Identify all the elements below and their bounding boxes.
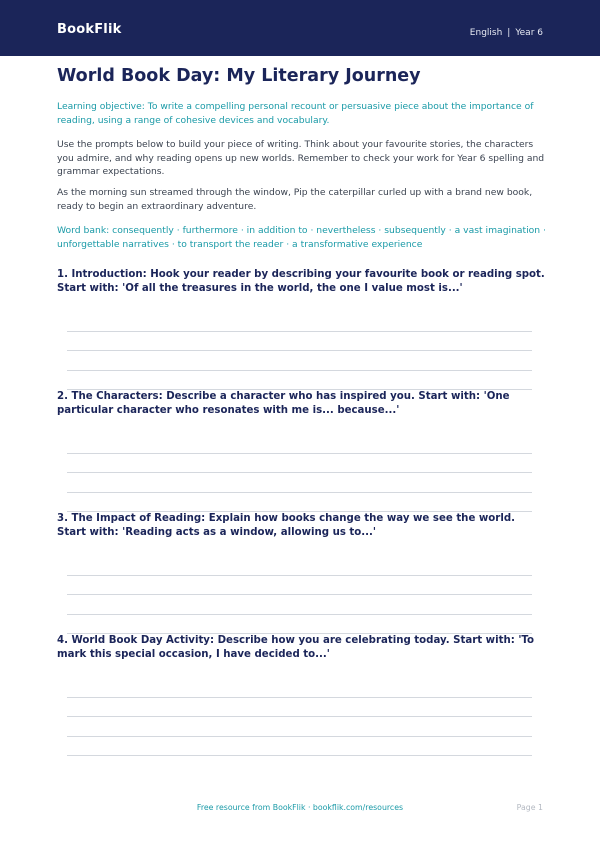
prompt-3: 3. The Impact of Reading: Explain how books change the way we see the world. Start with: 'Reading acts as a window, allowing us to...' — [57, 513, 515, 538]
brand-logo-text: BookFlik — [57, 22, 122, 37]
year-label: Year 6 — [515, 28, 543, 38]
learning-objective: Learning objective: To write a compelling personal recount or persuasive piece about the importance of reading, using a range of cohesive devices and vocabulary. — [57, 101, 534, 126]
meta-separator: | — [507, 28, 511, 38]
writing-line[interactable] — [67, 350, 532, 351]
subject-label: English — [469, 28, 503, 38]
writing-line[interactable] — [67, 331, 532, 332]
subject-year-label — [470, 28, 543, 38]
worksheet-title: World Book Day: My Literary Journey — [57, 66, 421, 86]
prompt-2: 2. The Characters: Describe a character who has inspired you. Start with: 'One particular character who resonates with me is... because...' — [57, 391, 510, 416]
writing-line[interactable] — [67, 472, 532, 473]
writing-line[interactable] — [67, 492, 532, 493]
story-starter: As the morning sun streamed through the window, Pip the caterpillar curled up with a brand new book, ready to begin an extraordinary adventure. — [57, 187, 533, 212]
writing-line[interactable] — [67, 370, 532, 371]
prompt-1: 1. Introduction: Hook your reader by describing your favourite book or reading spot. Start with: 'Of all the treasures in the world, the one I value most is...' — [57, 269, 545, 294]
word-bank: Word bank: consequently · furthermore · in addition to · nevertheless · subsequently · a vast imagination · unforgettable narratives · to transport the reader · a transformative experience — [57, 225, 546, 250]
writing-line[interactable] — [67, 575, 532, 576]
page-number: Page 1 — [516, 803, 543, 812]
writing-line[interactable] — [67, 453, 532, 454]
writing-line[interactable] — [67, 594, 532, 595]
instructions-paragraph: Use the prompts below to build your piece of writing. Think about your favourite stories, the characters you admire, and why reading opens up new worlds. Remember to check your work for Year 6 spelling and grammar expectations. — [57, 139, 545, 177]
writing-line[interactable] — [67, 716, 532, 717]
page-header — [0, 0, 600, 56]
writing-line[interactable] — [67, 755, 532, 756]
writing-line[interactable] — [67, 614, 532, 615]
prompt-4: 4. World Book Day Activity: Describe how you are celebrating today. Start with: 'To mark this special occasion, I have decided to...' — [57, 635, 535, 660]
writing-line[interactable] — [67, 697, 532, 698]
writing-line[interactable] — [67, 736, 532, 737]
footer-credit: Free resource from BookFlik · bookflik.com/resources — [196, 803, 404, 812]
